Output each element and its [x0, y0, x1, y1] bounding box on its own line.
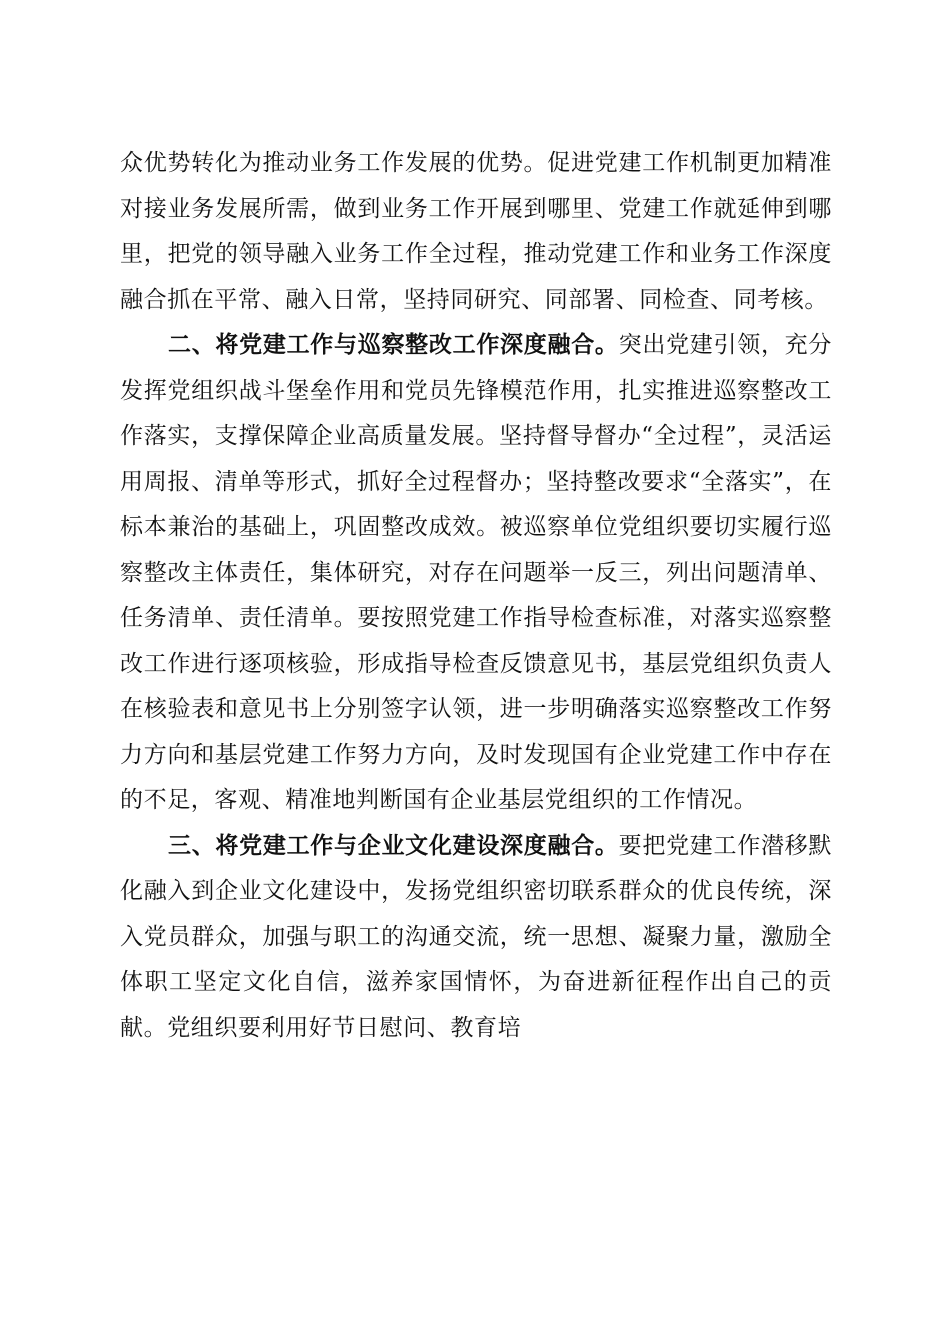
section-three-text: 要把党建工作潜移默化融入到企业文化建设中，发扬党组织密切联系群众的优良传统，深入党员群众，加强与职工的沟通交流，统一思想、凝聚力量，激励全体职工坚定文化自信，滋养家国情怀，为奋进新征程作出自己的贡献。党组织要利用好节日慰问、教育培	[120, 832, 833, 1041]
document-body	[120, 141, 832, 1051]
paragraph-section-two	[120, 323, 832, 824]
paragraph-1-text: 众优势转化为推动业务工作发展的优势。促进党建工作机制更加精准对接业务发展所需，做到业务工作开展到哪里、党建工作就延伸到哪里，把党的领导融入业务工作全过程，推动党建工作和业务工作深度融合抓在平常、融入日常，坚持同研究、同部署、同检查、同考核。	[120, 150, 832, 313]
paragraph-continuation	[120, 141, 832, 323]
section-two-heading: 二、将党建工作与巡察整改工作深度融合。	[168, 332, 619, 358]
paragraph-section-three	[120, 824, 832, 1052]
section-two-text: 突出党建引领，充分发挥党组织战斗堡垒作用和党员先锋模范作用，扎实推进巡察整改工作落实，支撑保障企业高质量发展。坚持督导督办“全过程”，灵活运用周报、清单等形式，抓好全过程督办；坚持整改要求“全落实”，在标本兼治的基础上，巩固整改成效。被巡察单位党组织要切实履行巡察整改主体责任，集体研究，对存在问题举一反三，列出问题清单、任务清单、责任清单。要按照党建工作指导检查标准，对落实巡察整改工作进行逐项核验，形成指导检查反馈意见书，基层党组织负责人在核验表和意见书上分别签字认领，进一步明确落实巡察整改工作努力方向和基层党建工作努力方向，及时发现国有企业党建工作中存在的不足，客观、精准地判断国有企业基层党组织的工作情况。	[120, 332, 833, 813]
section-three-heading: 三、将党建工作与企业文化建设深度融合。	[168, 832, 619, 859]
